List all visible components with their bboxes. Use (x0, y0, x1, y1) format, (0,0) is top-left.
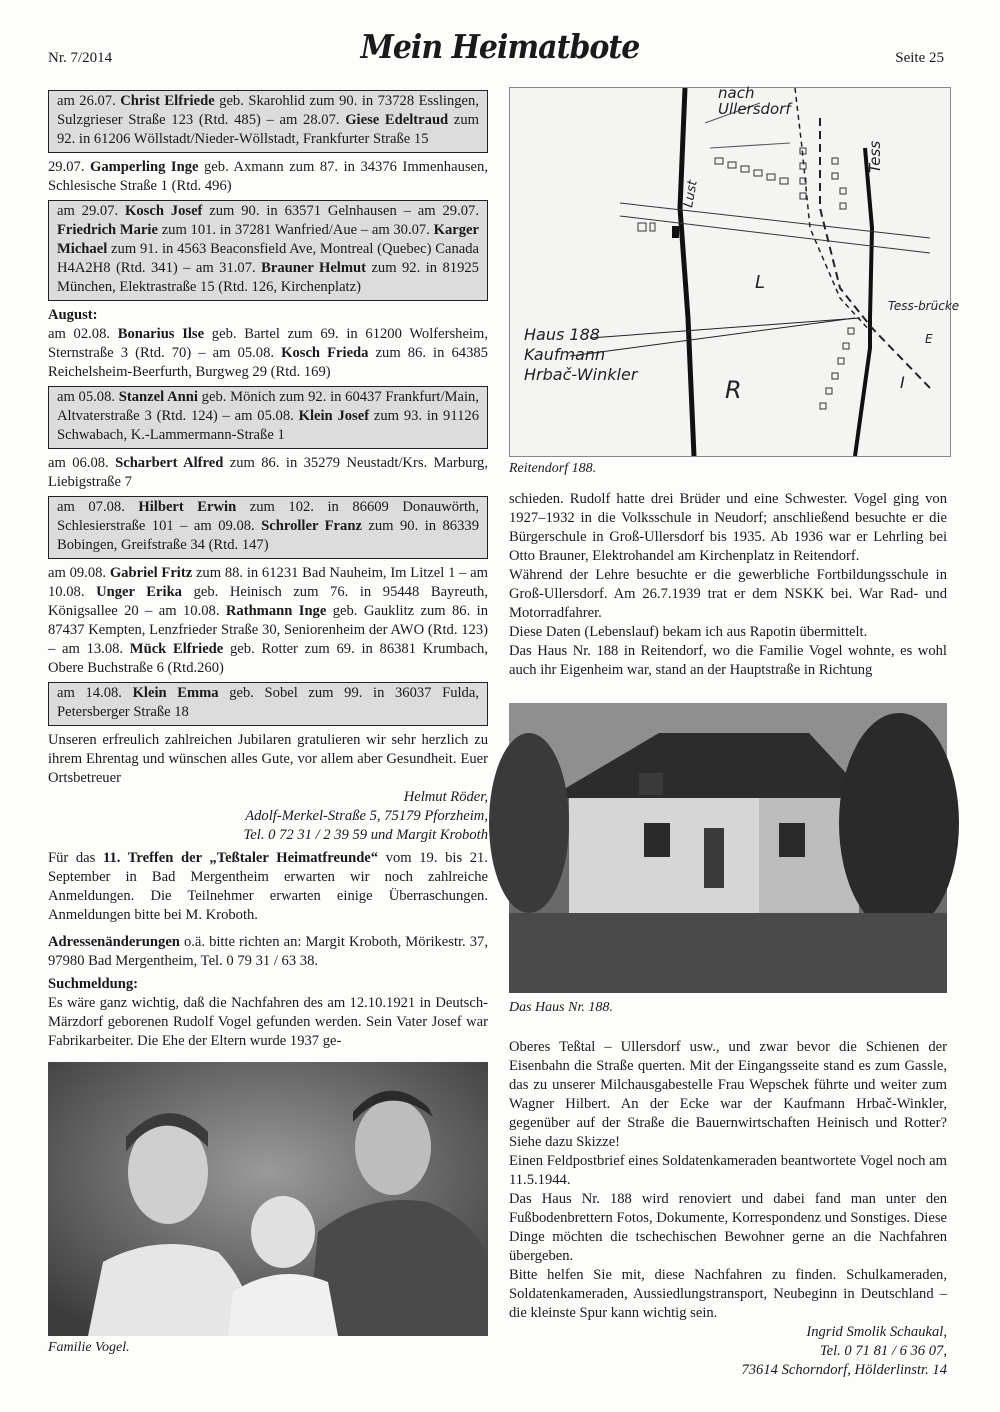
author-signature: Ingrid Smolik Schaukal, (806, 1324, 947, 1340)
map-label: nach (718, 84, 755, 102)
map-label: R (725, 376, 742, 404)
birthday-box-2: am 29.07. Kosch Josef zum 90. in 63571 Gelnhausen – am 29.07. Friedrich Marie zum 101. in 37281 Wanfried/Aue – am 30.07. Karger Michael zum 91. in 4563 Beaconsfield Ave, Montreal (Quebec) Canada H4A2H8 (Rtd. 341) – am 31.07. Brauner Helmut zum 92. in 81925 München, Elektrastraße 15 (Rtd. 126, Kirchenplatz) (48, 200, 488, 301)
signature-line: Helmut Röder, (403, 789, 488, 805)
map-label: Tess-brücke (888, 299, 960, 313)
article-paragraph: Oberes Teßtal – Ullersdorf usw., und zwar bevor die Schienen der Eisenbahn die Straße querten. Mit der Eingangsseite stand es zum Gassle, das zu unserer Milchausgabestelle Frau Wepschek führte und weiter zum Wagner Hilbert. An der Ecke war der Kaufmann Hrbač-Winkler, gegenüber auf der Straße die Bauernwirtschaften Heinisch und Rotter? Siehe dazu Skizze! (509, 1039, 947, 1150)
right-column-lower (509, 1038, 947, 1380)
house-photo-caption: Das Haus Nr. 188. (509, 1000, 613, 1015)
search-heading: Suchmeldung: (48, 976, 139, 992)
masthead-logo: Mein Heimatbote (360, 28, 640, 67)
map-label: Kaufmann (524, 345, 606, 364)
birthday-box-5: am 14.08. Klein Emma geb. Sobel zum 99. in 36037 Fulda, Petersberger Straße 18 (48, 682, 488, 726)
map-label: Tess (866, 140, 884, 173)
map-label: E (925, 332, 933, 346)
left-column (48, 88, 488, 1055)
meeting-announcement: Für das 11. Treffen der „Teßtaler Heimatfreunde“ vom 19. bis 21. September in Bad Mergentheim erwarten wir noch zahlreiche Anmeldungen. Die Teilnehmer erwarten einige Überraschungen. Anmeldungen bitte bei M. Kroboth. (48, 850, 488, 923)
article-paragraph: Einen Feldpostbrief eines Soldatenkameraden beantwortete Vogel noch am 11.5.1944. (509, 1153, 947, 1188)
family-photo-caption: Familie Vogel. (48, 1340, 130, 1355)
search-notice: Es wäre ganz wichtig, daß die Nachfahren des am 12.10.1921 in Deutsch-Märzdorf geborenen Rudolf Vogel gefunden werden. Sein Vater Josef war Fabrikarbeiter. Die Ehe der Eltern wurde 1937 ge- (48, 995, 488, 1049)
page-number: Seite 25 (895, 50, 944, 66)
family-photo (48, 1062, 488, 1336)
birthday-entry: am 09.08. Gabriel Fritz zum 88. in 61231 Bad Nauheim, Im Litzel 1 – am 10.08. Unger Erika geb. Heinisch zum 76. in 95448 Bayreuth, Königsallee 20 – am 10.08. Rathmann Inge geb. Gauklitz zum 86. in 87437 Kempten, Lenzfrieder Straße 30, Seniorenheim der AWO (Rtd. 123) – am 13.08. Mück Elfriede geb. Rotter zum 69. in 86381 Krumbach, Obere Buchstraße 6 (Rtd.260) (48, 565, 488, 676)
signature-line: Tel. 0 72 31 / 2 39 59 und Margit Kroboth (243, 827, 488, 843)
birthday-box-4: am 07.08. Hilbert Erwin zum 102. in 86609 Donauwörth, Schlesierstraße 101 – am 09.08. Schroller Franz zum 90. in 86339 Bobingen, Greifstraße 34 (Rtd. 147) (48, 496, 488, 559)
article-paragraph: Das Haus Nr. 188 wird renoviert und dabei fand man unter den Fußbodenbrettern Fotos, Dokumente, Korrespondenz und Sonstiges. Diese Dinge möchten die tschechischen Bewohner gerne an die Nachfahren übergeben. (509, 1191, 947, 1264)
map-caption: Reitendorf 188. (509, 461, 597, 476)
greeting-text: Unseren erfreulich zahlreichen Jubilaren gratulieren wir sehr herzlich zu ihrem Ehrentag und wünschen alles Gute, vor allem aber Gesundheit. Euer Ortsbetreuer (48, 732, 488, 786)
map-label: Lust (681, 179, 701, 209)
author-phone: Tel. 0 71 81 / 6 36 07, (819, 1343, 947, 1359)
right-column-upper (509, 490, 947, 680)
address-notice: Adressenänderungen o.ä. bitte richten an: Margit Kroboth, Mörikestr. 37, 97980 Bad Mergentheim, Tel. 0 79 31 / 63 38. (48, 934, 488, 969)
house-photo (509, 703, 947, 993)
birthday-entry: am 06.08. Scharbert Alfred zum 86. in 35279 Neustadt/Krs. Marburg, Liebigstraße 7 (48, 455, 488, 490)
map-label: Ullersdorf (718, 100, 791, 118)
author-address: 73614 Schorndorf, Hölderlinstr. 14 (741, 1362, 947, 1378)
birthday-entry: am 02.08. Bonarius Ilse geb. Bartel zum 69. in 61200 Wolfersheim, Sternstraße 3 (Rtd. 70) – am 05.08. Kosch Frieda zum 86. in 64385 Reichelsheim-Beerfurth, Burgweg 29 (Rtd. 169) (48, 326, 488, 380)
birthday-box-3: am 05.08. Stanzel Anni geb. Mönich zum 92. in 60437 Frankfurt/Main, Altvaterstraße 3 (Rtd. 124) – am 05.08. Klein Josef zum 93. in 91126 Schwabach, K.-Lammermann-Straße 1 (48, 386, 488, 449)
birthday-entry: 29.07. Gamperling Inge geb. Axmann zum 87. in 34376 Immenhausen, Schlesische Straße 1 (Rtd. 496) (48, 159, 488, 194)
article-paragraph: Diese Daten (Lebenslauf) bekam ich aus Rapotin übermittelt. (509, 624, 868, 640)
map-label: I (900, 373, 905, 392)
article-paragraph: schieden. Rudolf hatte drei Brüder und eine Schwester. Vogel ging von 1927–1932 in die Volksschule in Neudorf; anschließend besuchte er die Bürgerschule in Groß-Ullersdorf bis 1935. Ab 1936 war er Lehrling bei Otto Brauner, Elektrohandel am Kirchenplatz in Reitendorf. (509, 491, 947, 564)
article-paragraph: Das Haus Nr. 188 in Reitendorf, wo die Familie Vogel wohnte, es wohl auch ihr Eigenheim war, stand an der Hauptstraße in Richtung (509, 643, 947, 678)
birthday-box-1: am 26.07. Christ Elfriede geb. Skarohlid zum 90. in 73728 Esslingen, Sulzgrieser Straße 123 (Rtd. 485) – am 28.07. Giese Edeltraud zum 92. in 61206 Wöllstadt/Nieder-Wöllstadt, Frankfurter Straße 15 (48, 90, 488, 153)
map-label: L (755, 272, 766, 293)
issue-number: Nr. 7/2014 (48, 50, 113, 66)
map-label: Hrbač-Winkler (524, 365, 638, 384)
map-label: Haus 188 (524, 325, 600, 344)
village-map-sketch (509, 84, 960, 457)
article-paragraph: Bitte helfen Sie mit, diese Nachfahren zu finden. Schulkameraden, Soldatenkameraden, Aussiedlungstransport, Neubeginn in Deutschland – die kleinste Spur kann wichtig sein. (509, 1267, 947, 1321)
august-heading: August: (48, 307, 98, 323)
article-paragraph: Während der Lehre besuchte er die gewerbliche Fortbildungsschule in Groß-Ullersdorf. Am 26.7.1939 trat er dem NSKK bei. War Rad- und Motorradfahrer. (509, 567, 947, 621)
signature-line: Adolf-Merkel-Straße 5, 75179 Pforzheim, (245, 808, 488, 824)
